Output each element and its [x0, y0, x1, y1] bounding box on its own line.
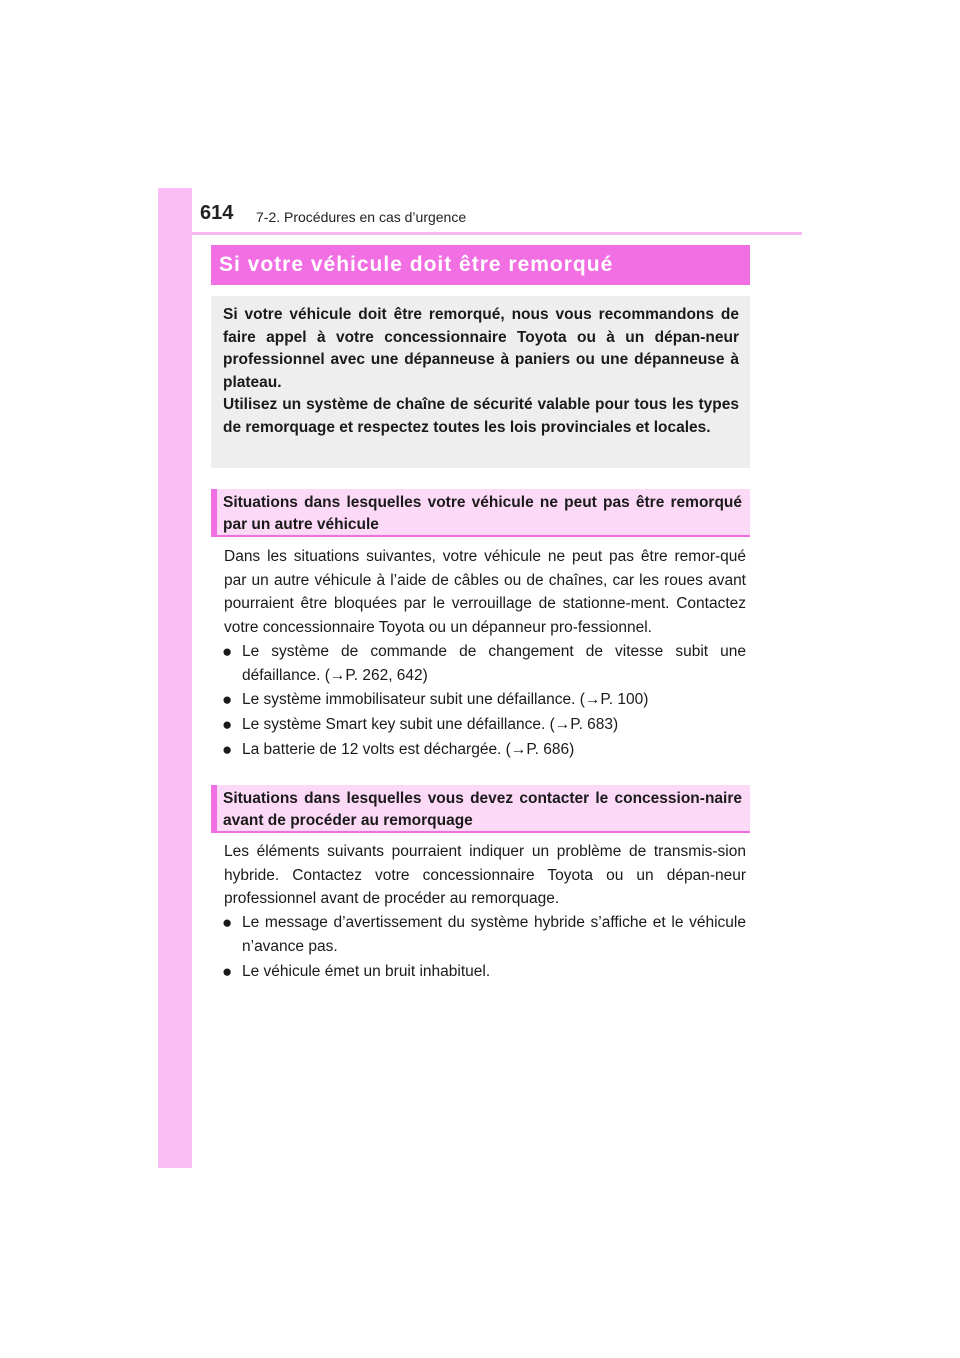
list-item-text: Le système Smart key subit une défaillance. (→P. 683) [242, 715, 619, 733]
section-body-contact-dealer [224, 840, 746, 984]
bullet-icon: ● [222, 690, 233, 710]
intro-paragraph-1: Si votre véhicule doit être remorqué, nous vous recommandons de faire appel à votre concessionnaire Toyota ou à un dépan-neur professionnel avec une dépanneuse à paniers ou une dépanneuse à plateau. [223, 306, 739, 391]
page-title: Si votre véhicule doit être remorqué [219, 253, 614, 276]
list-item [224, 738, 746, 762]
section-heading-text: Situations dans lesquelles votre véhicule ne peut pas être remorqué par un autre véhicule [223, 494, 742, 533]
section-heading-text: Situations dans lesquelles vous devez contacter le concession-naire avant de procéder au remorquage [223, 790, 742, 829]
bullet-list [224, 911, 746, 983]
running-head: 7-2. Procédures en cas d’urgence [256, 209, 467, 225]
bullet-list [224, 640, 746, 762]
list-item [224, 640, 746, 687]
list-item-text: La batterie de 12 volts est déchargée. (→P. 686) [242, 740, 575, 758]
list-item-text: Le véhicule émet un bruit inhabituel. [242, 962, 491, 980]
bullet-icon: ● [222, 913, 233, 933]
list-item-text: Le message d’avertissement du système hybride s’affiche et le véhicule n’avance pas. [242, 914, 746, 955]
page-number: 614 [200, 202, 234, 224]
list-item [224, 713, 746, 737]
section-paragraph: Les éléments suivants pourraient indiquer un problème de transmis-sion hybride. Contactez votre concessionnaire Toyota ou un dépan-neur professionnel avant de procéder au remorquage. [224, 843, 746, 908]
bullet-icon: ● [222, 641, 233, 661]
section-paragraph: Dans les situations suivantes, votre véhicule ne peut pas être remor-qué par un autre véhicule à l’aide de câbles ou de chaînes, car les roues avant pourraient être bloquées par le verrouillage de stationne-ment. Contactez votre concessionnaire Toyota ou un dépanneur pro-fessionnel. [224, 548, 746, 637]
intro-paragraph-2: Utilisez un système de chaîne de sécurité valable pour tous les types de remorquage et respectez toutes les lois provinciales et locales. [223, 396, 739, 436]
list-item [224, 911, 746, 958]
page-title-band [211, 245, 750, 285]
list-item-text: Le système de commande de changement de vitesse subit une défaillance. (→P. 262, 642) [242, 642, 746, 684]
section-heading-contact-dealer [211, 785, 750, 833]
section-heading-no-towing [211, 489, 750, 537]
list-item [224, 688, 746, 712]
bullet-icon: ● [222, 714, 233, 734]
list-item-text: Le système immobilisateur subit une défaillance. (→P. 100) [242, 691, 649, 709]
chapter-side-band [158, 188, 192, 1168]
list-item [224, 960, 746, 984]
bullet-icon: ● [222, 739, 233, 759]
bullet-icon: ● [222, 961, 233, 981]
section-body-no-towing [224, 545, 746, 762]
header-rule [192, 232, 802, 235]
intro-box [211, 296, 750, 468]
